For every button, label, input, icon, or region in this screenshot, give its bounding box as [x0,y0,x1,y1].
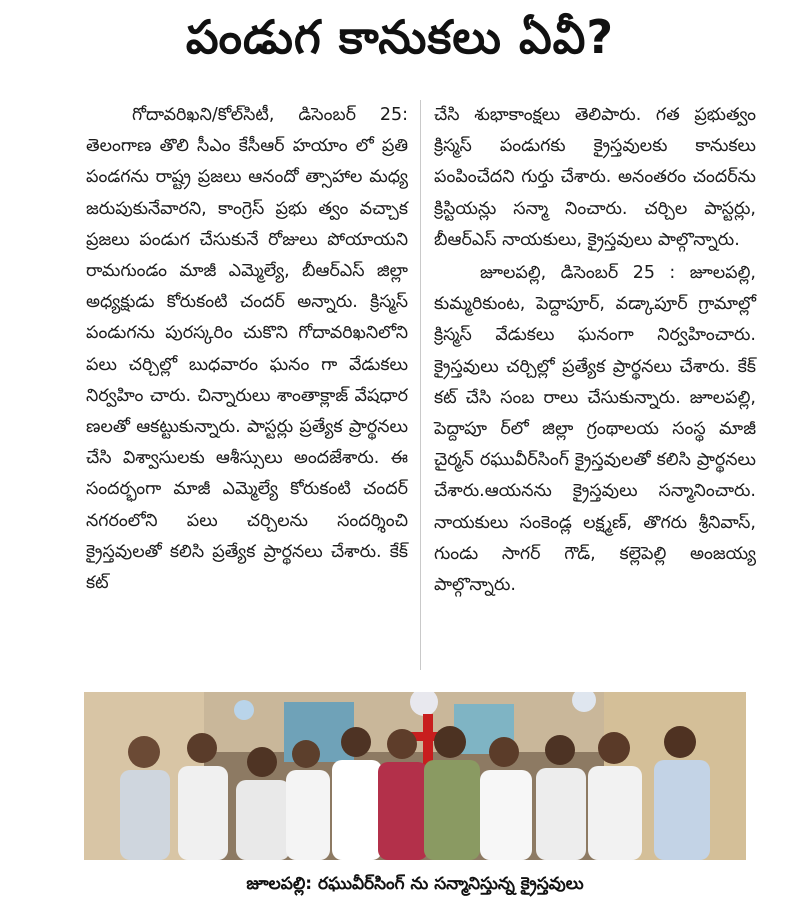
article-left-column [86,100,408,599]
article-right-column [434,100,756,601]
headline-text: పండుగ కానుకలు ఏవీ? [185,10,615,64]
photo-caption: జూలపల్లి: రఘువీర్‌సింగ్ ను సన్మానిస్తున్న క్రైస్తవులు [246,874,584,894]
church-gathering-photo [84,692,746,860]
paragraph-1: గోదావరిఖని/కోల్‌సిటీ, డిసెంబర్ 25: తెలంగాణ తొలి సీఎం కేసీఆర్ హయాం లో ప్రతి పండగను రాష్ట్ర ప్రజలు ఆనందో త్సాహాల మధ్య జరుపుకునేవారని, కాంగ్రెస్ ప్రభు త్వం వచ్చాక ప్రజలు పండుగ చేసుకునే రోజులు పోయాయని రామగుండం మాజీ ఎమ్మెల్యే, బీఆర్ఎస్ జిల్లా అధ్యక్షుడు కోరుకంటి చందర్ అన్నారు. క్రిస్మస్ పండుగను పురస్కరిం చుకొని గోదావరిఖనిలోని పలు చర్చిల్లో బుధవారం ఘనం గా వేడుకలు నిర్వహిం చారు. చిన్నారులు శాంతాక్లాజ్ వేషధార ణలతో ఆకట్టుకున్నారు. పాస్టర్లు ప్రత్యేక ప్రార్థనలు చేసి విశ్వాసులకు ఆశీస్సులు అందజేశారు. ఈ సందర్భంగా మాజీ ఎమ్మెల్యే కోరుకంటి చందర్ నగరంలోని పలు చర్చిలను సందర్శించి క్రైస్తవులతో కలిసి ప్రత్యేక ప్రార్థనలు చేశారు. కేక్ కట్ [86,105,408,594]
column-divider [420,100,421,670]
headline [0,0,800,86]
paragraph-2: చేసి శుభాకాంక్షలు తెలిపారు. గత ప్రభుత్వం క్రిస్మస్ పండుగకు క్రైస్తవులకు కానుకలు పంపించేదని గుర్తు చేశారు. అనంతరం చందర్‌ను క్రిస్టియన్లు సన్మా నించారు. చర్చిల పాస్టర్లు, బీఆర్ఎస్ నాయకులు, క్రైస్తవులు పాల్గొన్నారు. [434,105,756,250]
paragraph-3: జూలపల్లి, డిసెంబర్ 25 : జూలపల్లి, కుమ్మరికుంట, పెద్దాపూర్, వడ్కాపూర్ గ్రామాల్లో క్రిస్మస్ వేడుకలు ఘనంగా నిర్వహించారు. క్రైస్తవులు చర్చిల్లో ప్రత్యేక ప్రార్థనలు చేశారు. కేక్ కట్ చేసి సంబ రాలు చేసుకున్నారు. జూలపల్లి, పెద్దాపూ ర్‌లో జిల్లా గ్రంథాలయ సంస్థ మాజీ చైర్మన్ రఘువీర్‌సింగ్ క్రైస్తవులతో కలిసి ప్రార్థనలు చేశారు.ఆయనను క్రైస్తవులు సన్మానించారు. నాయకులు సంకెండ్ల లక్ష్మణ్, తొగరు శ్రీనివాస్, గుండు సాగర్ గౌడ్, కల్లెపెల్లి అంజయ్య పాల్గొన్నారు. [434,263,756,596]
news-photo [84,692,746,860]
